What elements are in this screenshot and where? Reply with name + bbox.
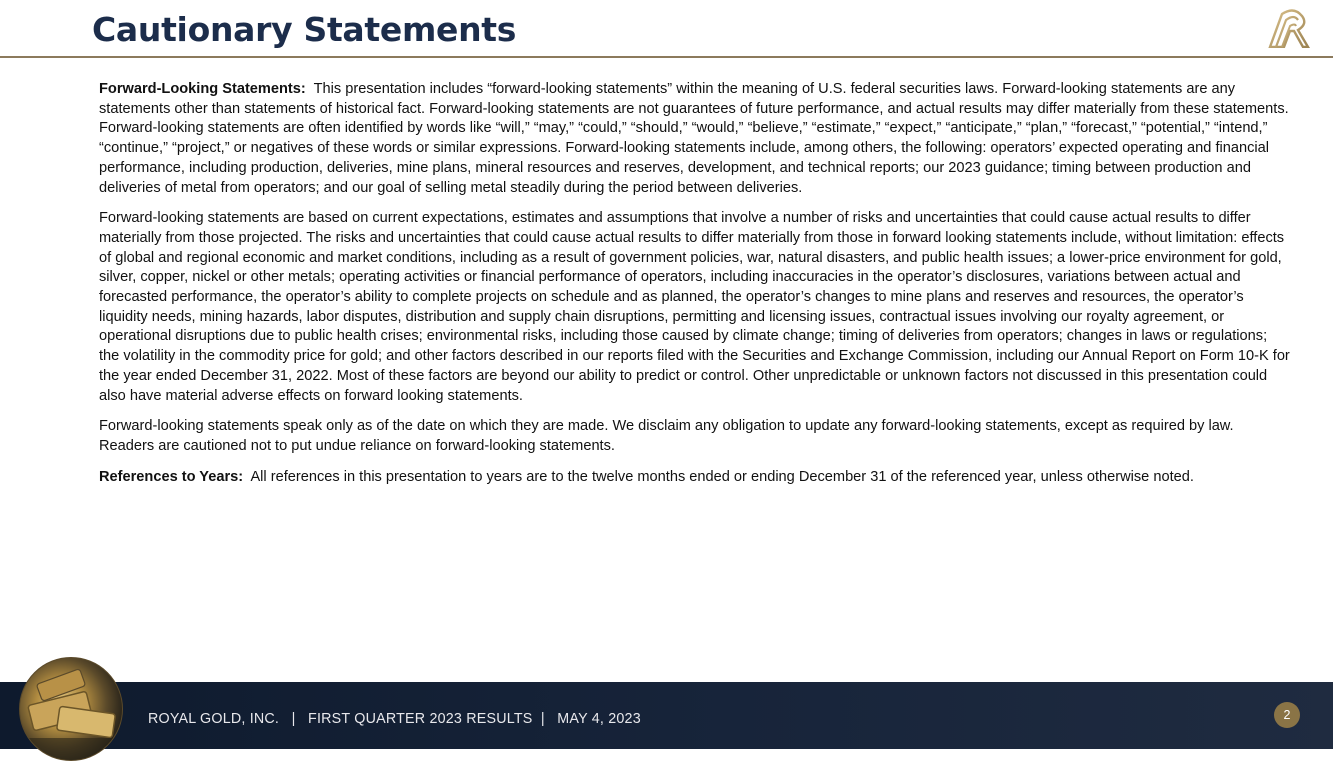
disclaimer-paragraph: Forward-looking statements speak only as of the date on which they are made. We disclaim any obligation to update any forward-looking statements, except as required by law. Readers are cautioned not to put undue reliance on forward-looking statements. xyxy=(99,418,1234,454)
gold-bars-icon xyxy=(20,658,122,760)
references-paragraph xyxy=(99,468,1291,488)
page-number-badge: 2 xyxy=(1274,702,1300,728)
footer-text: ROYAL GOLD, INC. | FIRST QUARTER 2023 RESULTS | MAY 4, 2023 xyxy=(148,711,641,727)
cautionary-statements-body xyxy=(99,80,1291,498)
gold-bars-photo xyxy=(19,657,123,761)
risks-paragraph: Forward-looking statements are based on current expectations, estimates and assumptions that involve a number of risks and uncertainties that could cause actual results to differ materially from those projected. The risks and uncertainties that could cause actual results to differ materially from those in forward looking statements include, without limitation: effects of global and regional economic and market conditions, including as a result of government policies, war, natural disasters, and public health issues; a lower-price environment for gold, silver, copper, nickel or other metals; operating activities or financial performance of operators, including inaccuracies in the operator’s disclosures, variations between actual and forecasted performance, the operator’s ability to complete projects on schedule and as planned, the operator’s changes to mine plans and reserves and resources, the operator’s liquidity needs, mining hazards, labor disputes, distribution and supply chain disruptions, permitting and licensing issues, contractual issues involving our royalty agreement, or operational disruptions due to public health crises; environmental risks, including those caused by climate change; timing of deliveries from operators; changes in laws or regulations; the volatility in the commodity price for gold; and other factors described in our reports filed with the Securities and Exchange Commission, including our Annual Report on Form 10-K for the year ended December 31, 2022. Most of these factors are beyond our ability to predict or control. Other unpredictable or unknown factors not discussed in this presentation could also have material adverse effects on forward looking statements. xyxy=(99,210,1290,404)
references-heading: References to Years: xyxy=(99,468,244,485)
slide-title: Cautionary Statements xyxy=(92,10,517,49)
references-text: All references in this presentation to years are to the twelve months ended or ending December 31 of the referenced year, unless otherwise noted. xyxy=(250,468,1194,485)
forward-looking-text: This presentation includes “forward-looking statements” within the meaning of U.S. federal securities laws. Forward-looking statements are any statements other than statements of historical fact. Forward-looking statements are not guarantees of future performance, and actual results may differ materially from these statements. Forward-looking statements are often identified by words like “will,” “may,” “could,” “should,” “would,” “believe,” “estimate,” “expect,” “anticipate,” “plan,” “forecast,” “potential,” “intend,” “continue,” “project,” or negatives of these words or similar expressions. Forward-looking statements include, among others, the following: operators’ expected operating and financial performance, including production, deliveries, mine plans, mineral resources and reserves, development, and technical reports; our 2023 guidance; timing between production and deliveries of metal from operators; and our goal of selling metal steadily during the period between deliveries. xyxy=(99,81,1289,196)
forward-looking-heading: Forward-Looking Statements: xyxy=(99,81,306,97)
forward-looking-paragraph xyxy=(99,80,1291,198)
title-divider xyxy=(0,56,1333,58)
royal-gold-logo-icon xyxy=(1268,8,1310,48)
footer-bar xyxy=(0,682,1333,749)
